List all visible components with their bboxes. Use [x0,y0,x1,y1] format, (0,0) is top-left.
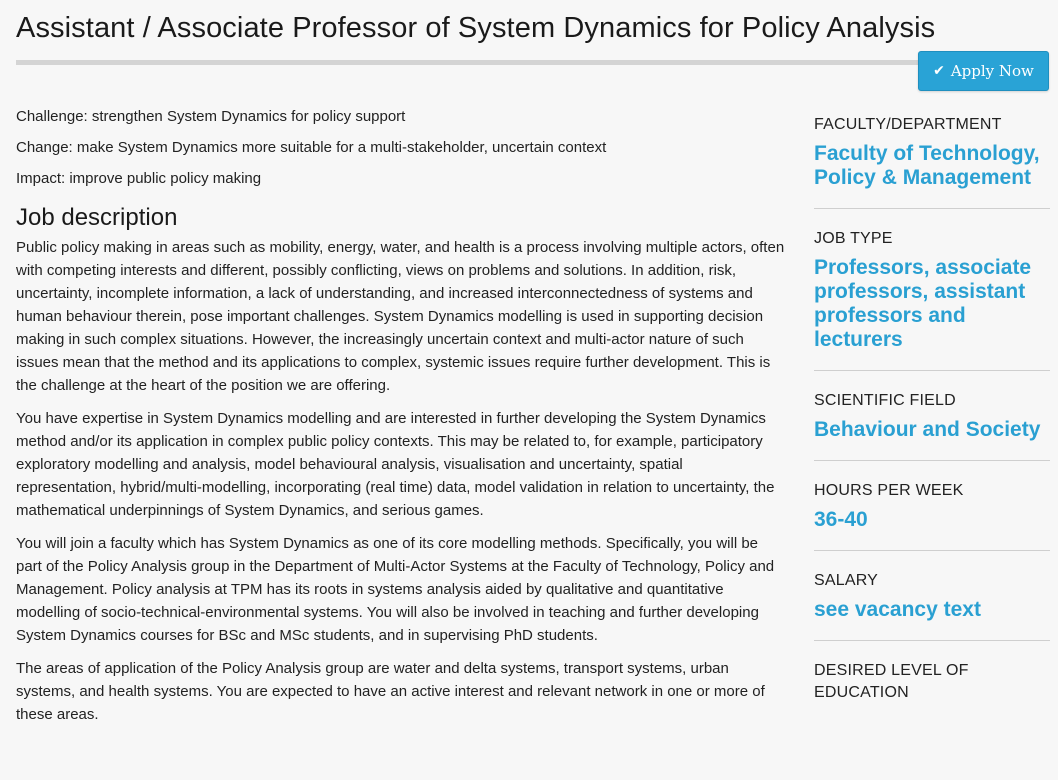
job-description-paragraph-4: The areas of application of the Policy Analysis group are water and delta systems, transport systems, urban systems, and health systems. You are expected to have an active interest and relevant network in one or more of these areas. [16,660,765,723]
salary-label: SALARY [814,572,879,589]
scientific-field-block [814,390,1050,461]
education-label: DESIRED LEVEL OF EDUCATION [814,662,969,701]
hours-value: 36-40 [814,508,868,531]
job-type-block [814,228,1050,371]
job-description-paragraph-2: You have expertise in System Dynamics modelling and are interested in further developing the System Dynamics method and/or its application in complex public policy contexts. This may be related to, for example, participatory exploratory modelling and analysis, model behavioural analysis, visualisation and uncertainty, spatial representation, hybrid/multi-modelling, incorporating (real time) data, model validation in relation to uncertainty, the mathematical underpinnings of System Dynamics, and serious games. [16,410,775,519]
hours-block [814,480,1050,551]
scientific-field-label: SCIENTIFIC FIELD [814,392,956,409]
check-icon: ✔ [933,63,945,79]
faculty-label: FACULTY/DEPARTMENT [814,116,1002,133]
salary-block [814,570,1050,641]
apply-now-label: Apply Now [950,62,1034,80]
job-description-heading: Job description [16,204,178,231]
job-type-label: JOB TYPE [814,230,893,247]
page-title: Assistant / Associate Professor of System Dynamics for Policy Analysis [16,12,936,44]
job-type-link[interactable]: Professors, associate professors, assistant professors and lecturers [814,256,1032,351]
salary-value: see vacancy text [814,598,981,621]
main-content [16,106,786,736]
intro-change: Change: make System Dynamics more suitable for a multi-stakeholder, uncertain context [16,139,607,156]
intro-impact: Impact: improve public policy making [16,170,262,187]
education-block [814,660,1050,728]
intro-challenge: Challenge: strengthen System Dynamics for policy support [16,108,406,125]
vacancy-details-sidebar [814,114,1050,747]
title-divider [16,60,1048,65]
faculty-block [814,114,1050,209]
hours-label: HOURS PER WEEK [814,482,964,499]
job-description-paragraph-1: Public policy making in areas such as mobility, energy, water, and health is a process involving multiple actors, often with competing interests and different, possibly conflicting, views on problems and solutions. In addition, risk, uncertainty, incomplete information, a lack of understanding, and increased interconnectedness of systems and human behaviour therein, pose important challenges. System Dynamics modelling is used in supporting decision making in such complex situations. However, the increasingly uncertain context and multi-actor nature of such issues mean that the method and its applications to complex, systemic issues require further development. This is the challenge at the heart of the position we are offering. [16,239,785,394]
scientific-field-link[interactable]: Behaviour and Society [814,418,1041,441]
faculty-link[interactable]: Faculty of Technology, Policy & Management [814,142,1040,189]
apply-now-button[interactable] [918,51,1049,91]
job-description-paragraph-3: You will join a faculty which has System Dynamics as one of its core modelling methods. Specifically, you will be part of the Policy Analysis group in the Department of Multi-Actor Systems at the Faculty of Technology, Policy and Management. Policy analysis at TPM has its roots in systems analysis aided by qualitative and quantitative modelling of socio-technical-environmental systems. You will also be involved in teaching and further developing System Dynamics courses for BSc and MSc students, and in supervising PhD students. [16,535,775,644]
